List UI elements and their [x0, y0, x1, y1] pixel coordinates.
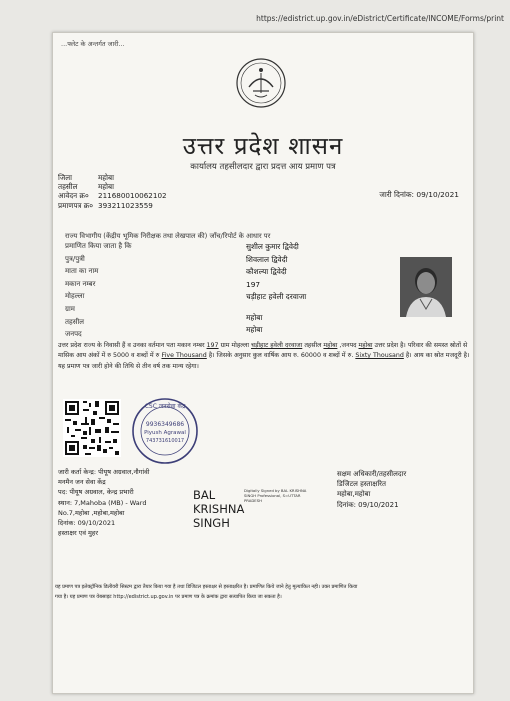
detail-row: मोहल्ला चड़ीहाट हवेली दरवाजा: [65, 292, 307, 302]
stamp-id: 743731610017: [145, 438, 185, 444]
applicant-photo: [400, 257, 452, 317]
intro-text: राज्य विभागीय (केंद्रीय भूमिक निरीक्षक तथा लेखपाल की) जाँच/रिपोर्ट के आधार पर: [65, 232, 271, 240]
authority-block: सक्षम अधिकारी/तहसीलदार डिजिटल हस्ताक्षरित महोबा,महोबा दिनांक: 09/10/2021: [337, 470, 407, 509]
detail-row: मकान नम्बर 197: [65, 279, 261, 289]
detail-row: पुत्र/पुत्री शिवलाल द्विवेदी: [65, 254, 288, 264]
detail-row: जनपद महोबा: [65, 325, 263, 339]
csc-stamp-icon: [130, 396, 200, 466]
certificate-page: [52, 32, 474, 694]
issuing-center-block: जारी कर्ता केन्द्र: पीयूष अग्रवाल,नौगांवी मनमैन जन सेवा केंद्र पद: पीयूष अग्रवाल, केन्द्र प्रभारी स्थान: 7,Mahoba (MB) - Ward No.7,महोबा ,महोबा,महोबा दिनांक: 09/10/2021 हस्ताक्षर एवं मुहर: [58, 468, 150, 538]
digital-signature-note: Digitally Signed by BAL KRISHNA SINGH Professional, S=UTTAR PRADESH: [244, 488, 307, 503]
detail-row: प्रमाणित किया जाता है कि सुशील कुमार द्विवेदी: [65, 242, 299, 251]
stamp-phone: 9936349686: [145, 421, 185, 428]
stamp-name: Piyush Agrawal: [144, 430, 186, 436]
detail-row: माता का नाम कौशल्या द्विवेदी: [65, 267, 287, 277]
signer-name: BAL KRISHNA SINGH: [193, 488, 245, 530]
meta-row: प्रमाणपत्र क्र० 393211023559: [58, 200, 153, 210]
detail-row: तहसील महोबा: [65, 312, 263, 326]
footer-note: यह प्रमाण पत्र इलेक्ट्रॉनिक डिलीवरी सिस्टम द्वारा तैयार किया गया है तथा डिजिटल हस्ताक्षर से हस्ताक्षरित है। प्रमाणित किये जाने हेतु मूल्यांकित नही। उक्त प्रमाणित किया गया है। यह प्रमाण पत्र वेबसाइट http://edistrict.up.gov.in पर प्रमाण पत्र के क्रमांक द्वारा सत्यापित किया जा सकता है।: [55, 584, 358, 600]
certificate-paragraph: उत्तर प्रदेश राज्य के निवासी हैं व उनका वर्तमान पता मकान नम्बर 197 ग्राम मोहल्ला चड़ीहाट हवेली दरवाजा तहसील महोबा ,जनपद महोबा उत्तर प्रदेश है। परिवार की समस्त स्रोतों से मासिक आय अंकों में रु 5000 व शब्दों में रु Five Thousand है। जिसके अनुसार कुल वार्षिक आय रु. 60000 व शब्दों में रु. Sixty Thousand है। आय का स्रोत मजदूरी है। यह प्रमाण पत्र जारी होने की तिथि से तीन वर्ष तक मान्य रहेगा।: [58, 342, 470, 370]
detail-row: ग्राम: [65, 304, 75, 313]
up-emblem-icon: [235, 57, 287, 109]
personal-details: [65, 242, 365, 343]
document-title: उत्तर प्रदेश शासन: [182, 132, 344, 160]
header-note: ...फ्लेट के अन्तर्गत जारी...: [61, 40, 125, 48]
browser-url: https://edistrict.up.gov.in/eDistrict/Certificate/INCOME/Forms/print: [256, 14, 504, 23]
meta-row: आवेदन क्र० 211680010062102: [58, 191, 167, 201]
document-subtitle: कार्यालय तहसीलदार द्वारा प्रदत्त आय प्रमाण पत्र: [190, 162, 336, 172]
issue-date: जारी दिनांक: 09/10/2021: [379, 190, 459, 199]
qr-code-icon: [63, 399, 121, 457]
meta-row: तहसील महोबा: [58, 182, 114, 192]
meta-info: [58, 173, 167, 210]
meta-row: जिला महोबा: [58, 173, 114, 182]
stamp-title: CSC जनसेवा केंद्र: [144, 403, 186, 410]
